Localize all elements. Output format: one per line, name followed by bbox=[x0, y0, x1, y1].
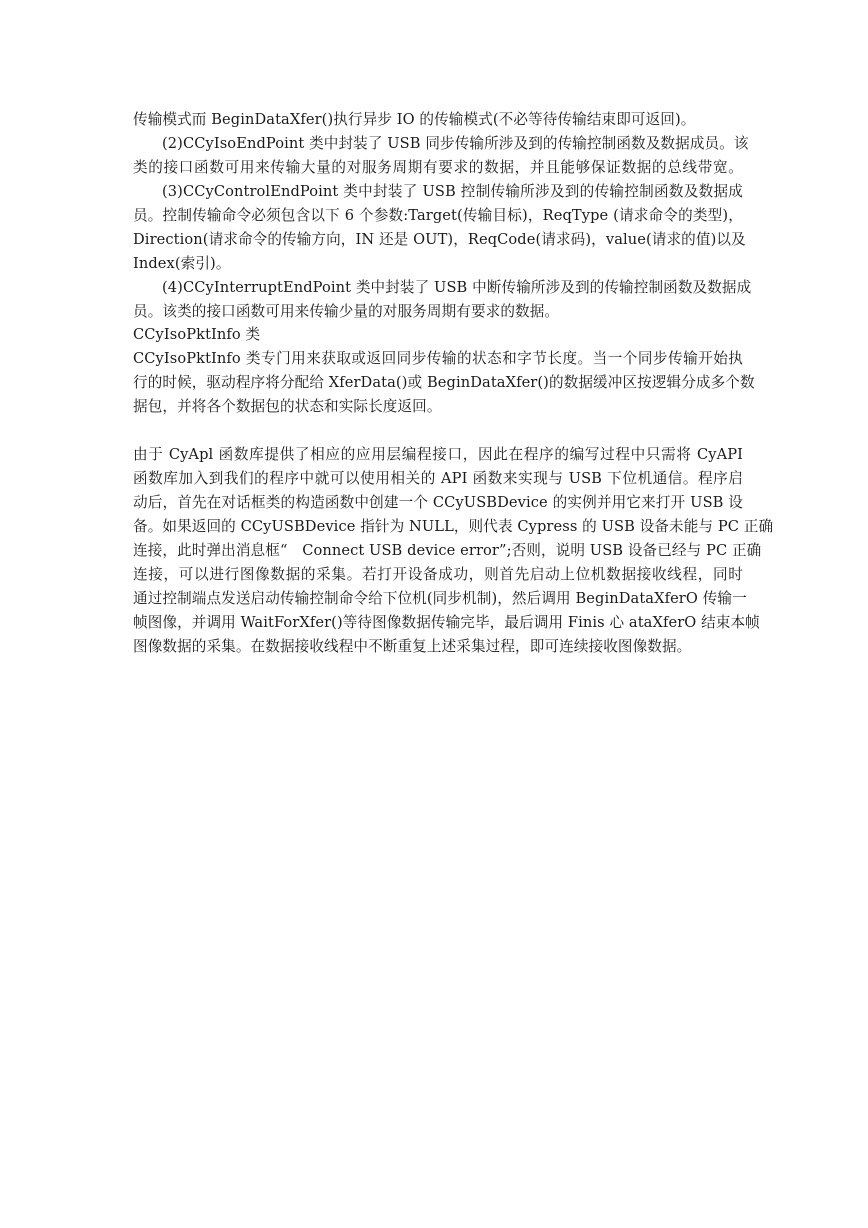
text-line: CCyIsoPktInfo 类专门用来获取或返回同步传输的状态和字节长度。当一个同步传输开始执 bbox=[133, 350, 743, 367]
text-line: 连接，此时弹出消息框“ Connect USB device error”;否则，说明 USB 设备已经与 PC 正确 bbox=[133, 542, 762, 559]
text-line: 由于 CyApl 函数库提供了相应的应用层编程接口，因此在程序的编写过程中只需将 CyAPI bbox=[133, 446, 743, 463]
text-line: 据包，并将各个数据包的状态和实际长度返回。 bbox=[133, 398, 442, 415]
text-line: 传输模式而 BeginDataXfer()执行异步 IO 的传输模式(不必等待传输结束即可返回)。 bbox=[133, 111, 696, 128]
text-line: 员。该类的接口函数可用来传输少量的对服务周期有要求的数据。 bbox=[133, 303, 560, 320]
text-line: 行的时候，驱动程序将分配给 XferData()或 BeginDataXfer()的数据缓冲区按逻辑分成多个数 bbox=[133, 374, 755, 391]
text-line: 通过控制端点发送启动传输控制命令给下位机(同步机制)，然后调用 BeginDataXferO 传输一 bbox=[133, 590, 747, 607]
text-line: 员。控制传输命令必须包含以下 6 个参数:Target(传输目标)，ReqType (请求命令的类型)， bbox=[133, 207, 743, 224]
text-line: 类的接口函数可用来传输大量的对服务周期有要求的数据，并且能够保证数据的总线带宽。 bbox=[133, 159, 743, 176]
text-line: Index(索引)。 bbox=[133, 255, 231, 272]
text-line: (2)CCyIsoEndPoint 类中封装了 USB 同步传输所涉及到的传输控制函数及数据成员。该 bbox=[162, 135, 749, 152]
text-line: 连接，可以进行图像数据的采集。若打开设备成功，则首先启动上位机数据接收线程，同时 bbox=[133, 566, 743, 583]
text-line: Direction(请求命令的传输方向，IN 还是 OUT)，ReqCode(请求码)，value(请求的值)以及 bbox=[133, 231, 746, 248]
section-heading: CCyIsoPktInfo 类 bbox=[133, 326, 261, 343]
text-line: 函数库加入到我们的程序中就可以使用相关的 API 函数来实现与 USB 下位机通信。程序启 bbox=[133, 470, 743, 487]
text-line: 图像数据的采集。在数据接收线程中不断重复上述采集过程，即可连续接收图像数据。 bbox=[133, 638, 692, 655]
text-line: 备。如果返回的 CCyUSBDevice 指针为 NULL，则代表 Cypress 的 USB 设备未能与 PC 正确 bbox=[133, 518, 774, 535]
text-line: (4)CCyInterruptEndPoint 类中封装了 USB 中断传输所涉及到的传输控制函数及数据成 bbox=[162, 279, 752, 296]
text-line: 动后，首先在对话框类的构造函数中创建一个 CCyUSBDevice 的实例并用它来打开 USB 设 bbox=[133, 494, 743, 511]
text-line: (3)CCyControlEndPoint 类中封装了 USB 控制传输所涉及到的传输控制函数及数据成 bbox=[162, 183, 743, 200]
text-line: 帧图像，并调用 WaitForXfer()等待图像数据传输完毕，最后调用 Finis 心 ataXferO 结束本帧 bbox=[133, 614, 760, 631]
